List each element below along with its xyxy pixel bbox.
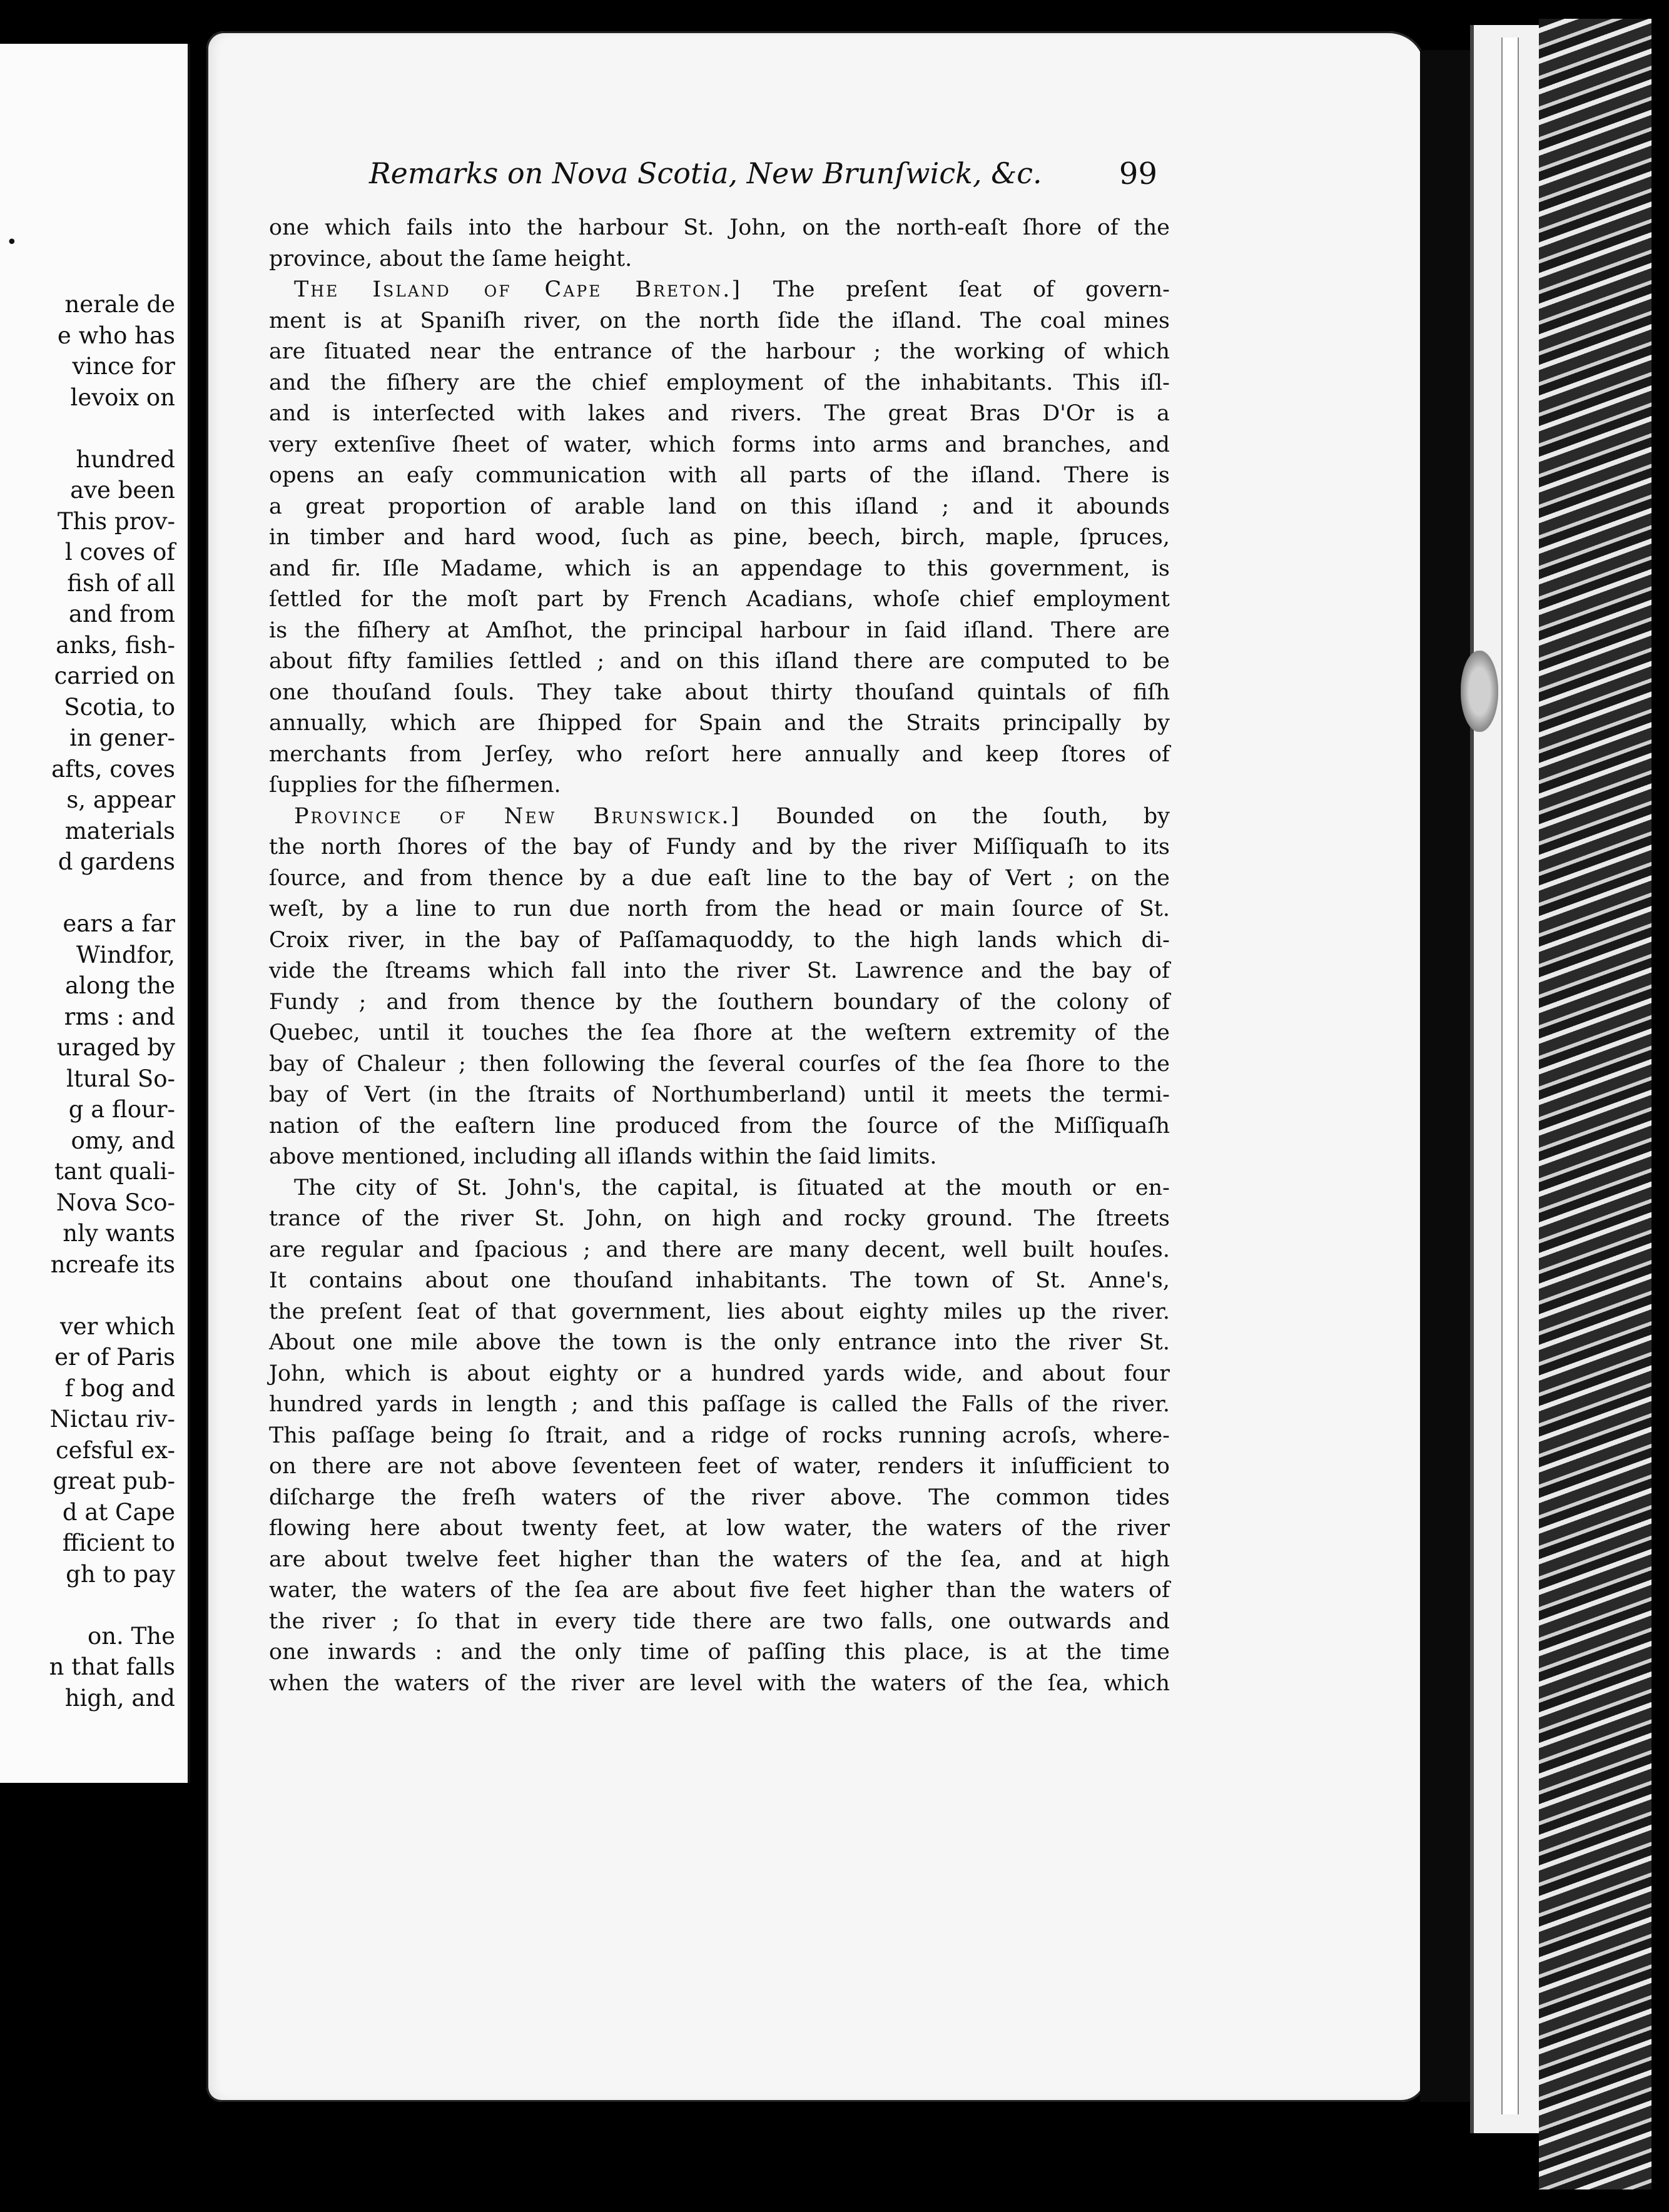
text-line	[269, 460, 1170, 492]
text-line	[269, 1421, 1170, 1452]
line-text: and is interſected with lakes and rivers. The great Bras D'Or is a	[269, 401, 1170, 426]
line-text: the preſent ſeat of that government, lies about eighty miles up the river.	[269, 1299, 1170, 1324]
facing-page-line: n that falls	[49, 1653, 175, 1680]
text-line	[269, 244, 1170, 275]
line-text: The city of St. John's, the capital, is ſituated at the mouth or en-	[294, 1175, 1170, 1200]
text-line	[269, 1451, 1170, 1483]
line-text: on there are not above ſeventeen feet of water, renders it inſufficient to	[269, 1454, 1170, 1479]
text-line	[269, 1018, 1170, 1049]
line-text: It contains about one thouſand inhabitants. The town of St. Anne's,	[269, 1268, 1170, 1293]
line-text: diſcharge the freſh waters of the river above. The common tides	[269, 1484, 1170, 1510]
facing-page-line: nly wants	[63, 1220, 175, 1247]
text-line	[269, 894, 1170, 925]
text-line	[269, 739, 1170, 771]
text-line	[269, 1266, 1170, 1297]
facing-page-line: fish of all	[67, 569, 175, 597]
line-text: very extenſive ſheet of water, which forms into arms and branches, and	[269, 432, 1170, 457]
text-line	[269, 554, 1170, 585]
section-heading: Province of New Brunswick.]	[294, 803, 741, 829]
facing-page-line: high, and	[64, 1684, 175, 1712]
page-mark: •	[6, 231, 18, 253]
facing-page-line: vince for	[72, 353, 175, 380]
line-text: ment is at Spaniſh river, on the north ſide the iſland. The coal mines	[269, 308, 1170, 333]
line-text: Quebec, until it touches the ſea ſhore at the weſtern extremity of the	[269, 1020, 1170, 1045]
line-text: is the fiſhery at Amſhot, the principal harbour in ſaid iſland. There are	[269, 617, 1170, 643]
text-line	[269, 1080, 1170, 1111]
facing-page-line: fficient to	[62, 1530, 175, 1556]
text-line	[269, 770, 1170, 801]
text-line	[269, 616, 1170, 647]
line-text: the river ; ſo that in every tide there are two falls, one outwards and	[269, 1608, 1170, 1634]
line-text: are about twelve feet higher than the waters of the ſea, and at high	[269, 1546, 1170, 1572]
facing-page-line: d gardens	[58, 848, 175, 875]
facing-page-line: s, appear	[66, 786, 175, 813]
text-line	[269, 1545, 1170, 1576]
text-line	[269, 1513, 1170, 1545]
line-text: the north ſhores of the bay of Fundy and by the river Miſſiquaſh to its	[269, 835, 1170, 860]
line-text: when the waters of the river are level with the waters of the ſea, which	[269, 1670, 1170, 1696]
facing-page-line: er of Paris	[54, 1344, 175, 1371]
line-text: water, the waters of the ſea are about five feet higher than the waters of	[269, 1578, 1170, 1603]
text-line	[269, 1327, 1170, 1359]
text-line	[269, 1049, 1170, 1080]
facing-page-line: on. The	[87, 1622, 175, 1650]
page-edge-shadow	[1420, 50, 1470, 2102]
facing-page-line: hundred	[76, 445, 175, 473]
line-text: opens an eaſy communication with all parts of the iſland. There is	[269, 463, 1170, 488]
text-line	[269, 368, 1170, 399]
text-line	[269, 801, 1170, 833]
line-text: vide the ſtreams which fall into the river St. Lawrence and the bay of	[269, 958, 1170, 983]
text-line	[269, 677, 1170, 709]
line-text: one which fails into the harbour St. John, on the north-eaſt ſhore of the	[269, 215, 1170, 240]
facing-page-line: l coves of	[64, 539, 175, 566]
line-text: one thouſand ſouls. They take about thirty thouſand quintals of fiſh	[269, 679, 1170, 705]
line-text: This paſſage being ſo ſtrait, and a ridge of rocks running acroſs, where-	[269, 1423, 1170, 1448]
facing-page-line: carried on	[54, 662, 175, 689]
facing-page-line: levoix on	[70, 383, 175, 411]
text-line	[269, 1575, 1170, 1606]
line-text: one inwards : and the only time of paſſing this place, is at the time	[269, 1640, 1170, 1665]
line-text: Fundy ; and from thence by the ſouthern boundary of the colony of	[269, 989, 1170, 1015]
line-text: and the fiſhery are the chief employment of the inhabitants. This iſl-	[269, 370, 1170, 395]
text-line	[269, 1483, 1170, 1514]
facing-page-line: ave been	[70, 477, 175, 504]
facing-page-line: and from	[68, 601, 175, 627]
line-text: John, which is about eighty or a hundred yards wide, and about four	[269, 1361, 1170, 1386]
line-text: province, about the ſame height.	[269, 246, 632, 271]
facing-page-line: materials	[64, 817, 175, 845]
facing-page-left	[0, 44, 190, 1783]
running-title: Remarks on Nova Scotia, New Brunſwick, &c.	[369, 156, 1042, 190]
line-text: and fir. Iſle Madame, which is an appendage to this government, is	[269, 556, 1170, 581]
text-line	[269, 708, 1170, 739]
line-text: Bounded on the ſouth, by	[741, 803, 1170, 829]
line-text: ſettled for the moſt part by French Acadians, whoſe chief employment	[269, 587, 1170, 612]
line-text: about fifty families ſettled ; and on this iſland there are computed to be	[269, 649, 1170, 674]
facing-page-line: e who has	[57, 322, 175, 349]
line-text: above mentioned, including all iſlands within the ſaid limits.	[269, 1144, 937, 1169]
line-text: ſupplies for the fiſhermen.	[269, 773, 561, 798]
page-text-block	[269, 156, 1170, 1699]
text-line	[269, 956, 1170, 987]
running-header	[269, 156, 1170, 213]
text-line	[269, 584, 1170, 616]
text-line	[269, 1606, 1170, 1638]
line-text: Croix river, in the bay of Paſſamaquoddy, to the high lands which di-	[269, 927, 1170, 953]
text-line	[269, 398, 1170, 430]
facing-page-line: uraged by	[56, 1034, 175, 1061]
facing-page-line: f bog and	[64, 1374, 175, 1402]
body-text	[269, 213, 1170, 1699]
text-line	[269, 213, 1170, 244]
line-text: trance of the river St. John, on high and rocky ground. The ſtreets	[269, 1206, 1170, 1231]
facing-page-line: nerale de	[64, 291, 175, 318]
facing-page-line: omy, and	[71, 1127, 175, 1154]
line-text: merchants from Jerſey, who reſort here annually and keep ſtores of	[269, 741, 1170, 767]
text-line	[269, 1668, 1170, 1700]
facing-page-line: cefsful ex-	[55, 1436, 175, 1464]
text-line	[269, 1389, 1170, 1421]
facing-page-line: Nictau riv-	[49, 1406, 175, 1433]
text-line	[269, 1204, 1170, 1235]
facing-page-line: This prov-	[57, 507, 175, 535]
line-text: weſt, by a line to run due north from the head or main ſource of St.	[269, 896, 1170, 921]
facing-page-line: ears a far	[63, 910, 175, 937]
facing-page-line: Windfor,	[76, 941, 175, 968]
line-text: The preſent ſeat of govern-	[741, 277, 1170, 302]
section-heading: The Island of Cape Breton.]	[294, 277, 742, 302]
line-text: bay of Chaleur ; then following the ſeveral courſes of the ſea ſhore to the	[269, 1051, 1170, 1077]
line-text: are regular and ſpacious ; and there are many decent, well built houſes.	[269, 1237, 1170, 1262]
facing-page-line: tant quali-	[54, 1158, 175, 1185]
text-line	[269, 863, 1170, 895]
facing-page-line: ncreafe its	[50, 1251, 175, 1278]
text-line	[269, 1173, 1170, 1204]
facing-page-line: gh to pay	[66, 1560, 175, 1588]
line-text: in timber and hard wood, ſuch as pine, beech, birch, maple, ſpruces,	[269, 525, 1170, 550]
text-line	[269, 925, 1170, 956]
text-line	[269, 1142, 1170, 1173]
facing-page-line: Scotia, to	[64, 693, 175, 721]
facing-page-line: ver which	[59, 1312, 175, 1340]
text-line	[269, 430, 1170, 461]
binding-strip	[1501, 38, 1519, 2114]
line-text: nation of the eaſtern line produced from the ſource of the Miſſiquaſh	[269, 1113, 1170, 1139]
text-line	[269, 832, 1170, 863]
line-text: hundred yards in length ; and this paſſage is called the Falls of the river.	[269, 1392, 1170, 1417]
page-number: 99	[1119, 156, 1157, 191]
line-text: a great proportion of arable land on this iſland ; and it abounds	[269, 494, 1170, 519]
line-text: are ſituated near the entrance of the harbour ; the working of which	[269, 339, 1170, 364]
text-line	[269, 306, 1170, 337]
text-line	[269, 337, 1170, 368]
facing-page-line: anks, fish-	[56, 631, 175, 659]
line-text: bay of Vert (in the ſtraits of Northumberland) until it meets the termi-	[269, 1082, 1170, 1107]
line-text: flowing here about twenty feet, at low water, the waters of the river	[269, 1516, 1170, 1541]
text-line	[269, 987, 1170, 1018]
facing-page-line: in gener-	[69, 724, 175, 751]
facing-page-line: afts, coves	[51, 755, 175, 783]
text-line	[269, 1111, 1170, 1142]
text-line	[269, 1359, 1170, 1390]
line-text: annually, which are ſhipped for Spain and the Straits principally by	[269, 711, 1170, 736]
facing-page-line: d at Cape	[62, 1498, 175, 1526]
line-text: About one mile above the town is the only entrance into the river St.	[269, 1330, 1170, 1355]
facing-page-line: Nova Sco-	[56, 1189, 175, 1216]
text-line	[269, 1637, 1170, 1668]
facing-page-line: ltural So-	[66, 1065, 175, 1092]
line-text: ſource, and from thence by a due eaſt line to the bay of Vert ; on the	[269, 865, 1170, 891]
facing-page-line: g a flour-	[68, 1096, 175, 1123]
text-line	[269, 492, 1170, 523]
paper-stain	[1461, 651, 1498, 732]
text-line	[269, 1235, 1170, 1266]
book-cover-edge	[1539, 19, 1651, 2189]
facing-page-line: rms : and	[64, 1003, 175, 1030]
text-line	[269, 522, 1170, 554]
text-line	[269, 275, 1170, 306]
text-line	[269, 646, 1170, 677]
text-line	[269, 1297, 1170, 1328]
facing-page-line: great pub-	[53, 1468, 175, 1494]
facing-page-line: along the	[64, 972, 175, 999]
